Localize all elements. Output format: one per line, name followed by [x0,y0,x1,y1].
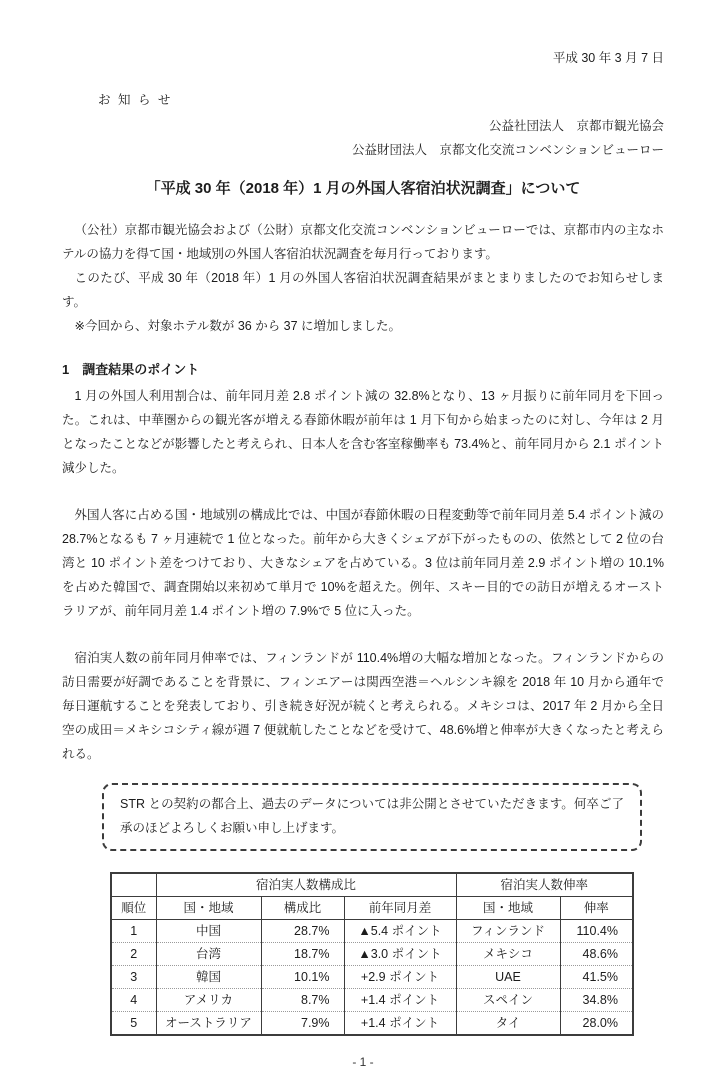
document-title: 「平成 30 年（2018 年）1 月の外国人客宿泊状況調査」について [145,180,581,197]
table-row [111,966,633,989]
corner-cell [111,873,156,897]
intro-paragraph-3: ※今回から、対象ホテル数が 36 から 37 に増加しました。 [74,319,402,333]
growth-rate-cell: 48.6% [560,943,633,966]
org-name-1: 公益社団法人 京都市観光協会 [488,119,664,133]
share-cell: 18.7% [261,943,344,966]
country-cell: UAE [456,966,560,989]
yoy-diff-cell: ▲5.4 ポイント [344,920,456,943]
growth-rate-cell: 28.0% [560,1012,633,1036]
intro-paragraph-2: このたび、平成 30 年（2018 年）1 月の外国人客宿泊状況調査結果がまとまりましたのでお知らせします。 [62,271,664,309]
yoy-diff-cell: +1.4 ポイント [344,1012,456,1036]
share-cell: 7.9% [261,1012,344,1036]
note-box [102,783,642,851]
table-row [111,920,633,943]
table-row [111,1012,633,1036]
table-group-header-row [111,873,633,897]
rank-cell: 3 [111,966,156,989]
growth-rate-cell: 110.4% [560,920,633,943]
results-table [110,872,634,1036]
group-header-composition: 宿泊実人数構成比 [156,873,456,897]
country-cell: フィンランド [456,920,560,943]
country-cell: スペイン [456,989,560,1012]
page-number: - 1 - [352,1055,374,1069]
intro-section [62,218,664,338]
country-cell: オーストラリア [156,1012,261,1036]
column-header-growth-rate: 伸率 [560,897,633,920]
note-box-text: STR との契約の都合上、過去のデータについては非公開とさせていただきます。何卒ご了承のほどよろしくお願い申し上げます。 [120,797,624,835]
issuing-organizations [62,114,664,162]
section-1-paragraph-1: 1 月の外国人利用割合は、前年同月差 2.8 ポイント減の 32.8%となり、13 ヶ月振りに前年同月を下回った。これは、中華圏からの観光客が増える春節休暇が前年は 1 月下旬から始まったのに対し、今年は 2 月となったことなどが影響したと考えられ、日本人を含む客室稼働率も 73.4%と、前年同月から 2.1 ポイント減少した。 [62,389,664,475]
country-cell: タイ [456,1012,560,1036]
section-1-paragraph-3: 宿泊実人数の前年同月伸率では、フィンランドが 110.4%増の大幅な増加となった。フィンランドからの訪日需要が好調であることを背景に、フィンエアーは関西空港＝ヘルシンキ線を 2018 年 10 月から通年で毎日運航することを発表しており、引き続き好況が続くと考えられる。メキシコは、2017 年 2 月から全日空の成田＝メキシコシティ線が週 7 便就航したことなどを受けて、48.6%増と伸率が大きくなったと考えられる。 [62,651,664,761]
column-header-share: 構成比 [261,897,344,920]
rank-cell: 2 [111,943,156,966]
country-cell: 中国 [156,920,261,943]
table-column-header-row [111,897,633,920]
table-row [111,989,633,1012]
rank-cell: 4 [111,989,156,1012]
share-cell: 10.1% [261,966,344,989]
intro-paragraph-1: （公社）京都市観光協会および（公財）京都文化交流コンベンションビューローでは、京都市内の主なホテルの協力を得て国・地域別の外国人客宿泊状況調査を毎月行っております。 [62,223,664,261]
growth-rate-cell: 34.8% [560,989,633,1012]
column-header-rank: 順位 [111,897,156,920]
document-date: 平成 30 年 3 月 7 日 [552,51,664,65]
growth-rate-cell: 41.5% [560,966,633,989]
column-header-country-growth: 国・地域 [456,897,560,920]
table-row [111,943,633,966]
yoy-diff-cell: ▲3.0 ポイント [344,943,456,966]
country-cell: アメリカ [156,989,261,1012]
country-cell: メキシコ [456,943,560,966]
org-name-2: 公益財団法人 京都文化交流コンベンションビューロー [352,143,664,157]
yoy-diff-cell: +2.9 ポイント [344,966,456,989]
section-1-heading: 1 調査結果のポイント [62,362,200,377]
share-cell: 8.7% [261,989,344,1012]
section-1-paragraph-2: 外国人客に占める国・地域別の構成比では、中国が春節休暇の日程変動等で前年同月差 5.4 ポイント減の 28.7%となるも 7 ヶ月連続で 1 位となった。前年から大きくシェアが下がったものの、依然として 2 位の台湾と 10 ポイント差をつけており、大きなシェアを占めている。3 位は前年同月差 2.9 ポイント増の 10.1%を占めた韓国で、調査開始以来初めて単月で 10%を超えた。例年、スキー目的での訪日が増えるオーストラリアが、前年同月差 1.4 ポイント増の 7.9%で 5 位に入った。 [62,508,664,618]
column-header-country-composition: 国・地域 [156,897,261,920]
rank-cell: 5 [111,1012,156,1036]
notice-label: お 知 ら せ [98,93,173,107]
share-cell: 28.7% [261,920,344,943]
column-header-yoy-diff: 前年同月差 [344,897,456,920]
yoy-diff-cell: +1.4 ポイント [344,989,456,1012]
group-header-growth: 宿泊実人数伸率 [456,873,633,897]
country-cell: 韓国 [156,966,261,989]
country-cell: 台湾 [156,943,261,966]
rank-cell: 1 [111,920,156,943]
